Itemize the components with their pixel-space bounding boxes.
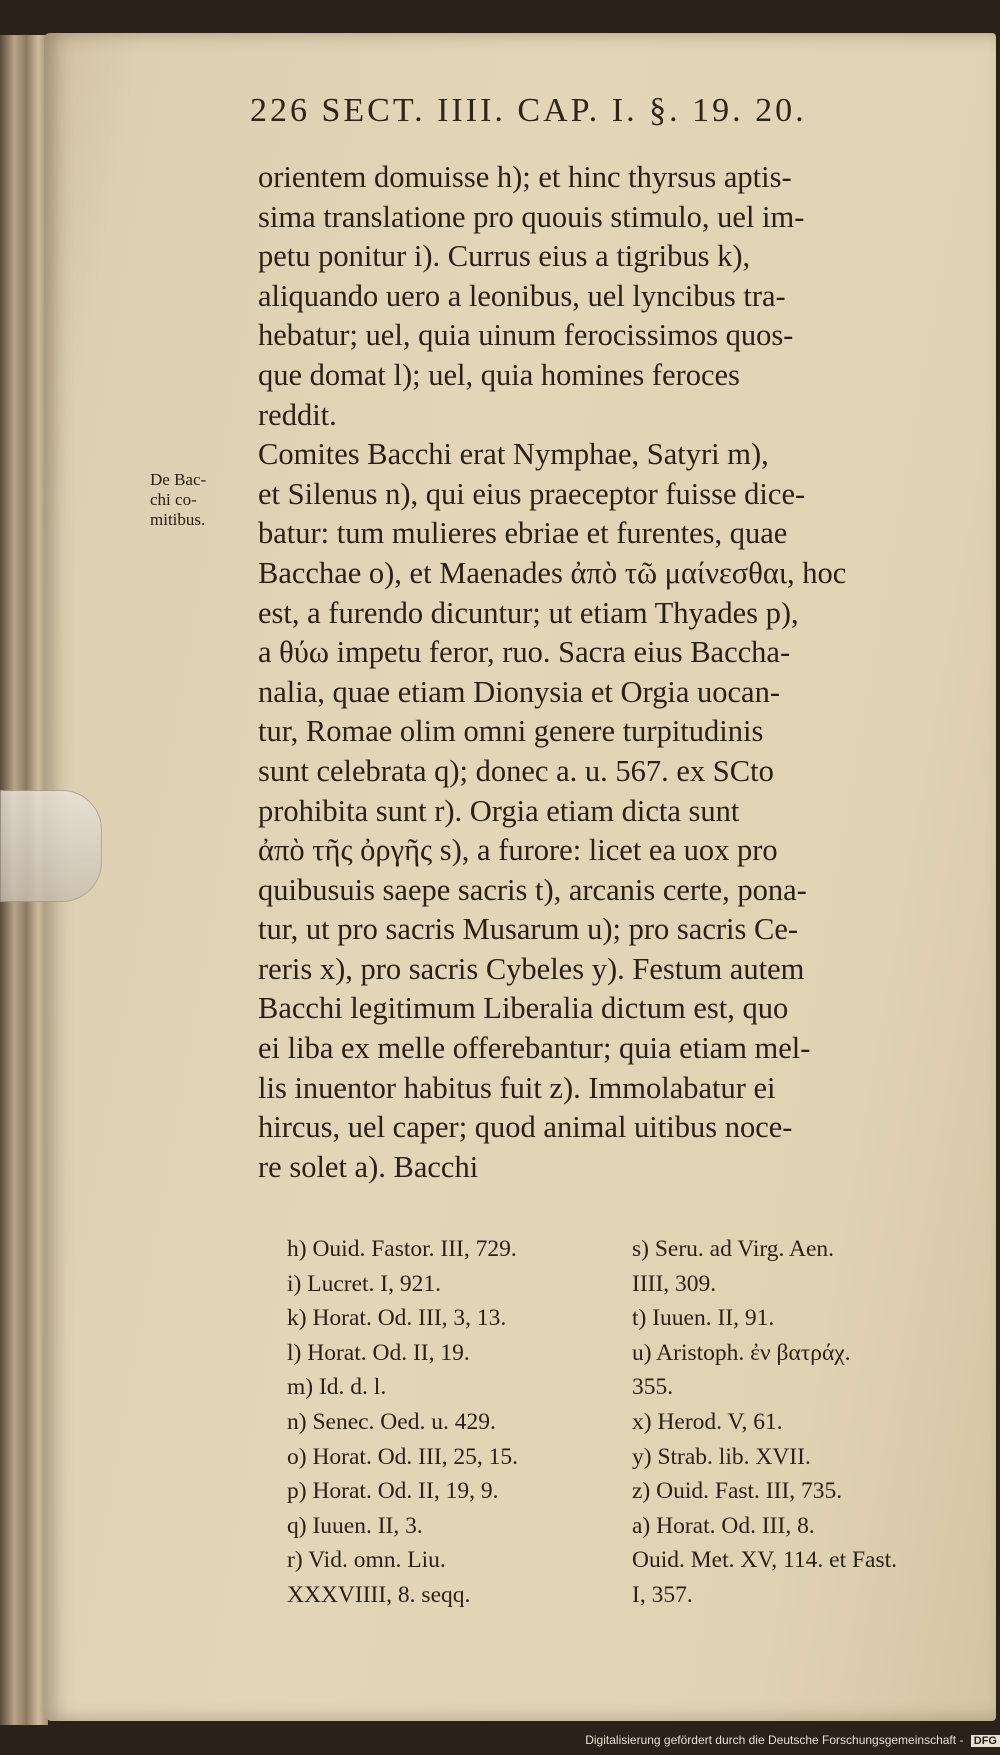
text-line: batur: tum mulieres ebriae et furentes, quae — [258, 516, 788, 551]
footnote: XXXVIIII, 8. seqq. — [287, 1581, 471, 1608]
text-line: re solet a). Bacchi — [258, 1149, 479, 1184]
text-line: lis inuentor habitus fuit z). Immolabatur ei — [258, 1070, 776, 1105]
footnote: m) Id. d. l. — [287, 1374, 387, 1401]
margin-note-line: chi co- — [150, 490, 197, 509]
text-line: Bacchae o), et Maenades ἀπὸ τῶ μαίνεσθαι, hoc — [258, 555, 847, 590]
footnote: s) Seru. ad Virg. Aen. — [632, 1236, 835, 1262]
text-line: ἀπὸ τῆς ὀργῆς s), a furore: licet ea uox pro — [258, 833, 778, 868]
digitization-credit — [560, 1733, 1000, 1747]
text-line: hircus, uel caper; quod animal uitibus noce- — [258, 1110, 793, 1145]
text-line: et Silenus n), qui eius praeceptor fuisse dice- — [258, 476, 806, 511]
dfg-logo: DFG — [971, 1735, 1000, 1747]
footnote: z) Ouid. Fast. III, 735. — [632, 1478, 843, 1505]
page-clip — [0, 790, 102, 902]
footnote: h) Ouid. Fastor. III, 729. — [287, 1236, 517, 1262]
text-line: nalia, quae etiam Dionysia et Orgia uocan- — [258, 674, 780, 709]
footnote: 355. — [632, 1374, 674, 1401]
text-line: orientem domuisse h); et hinc thyrsus aptis- — [258, 160, 792, 194]
text-line: a θύω impetu feror, ruo. Sacra eius Baccha- — [258, 635, 791, 670]
text-line: aliquando uero a leonibus, uel lyncibus tra- — [258, 278, 786, 313]
margin-note — [150, 470, 260, 530]
text-line: Comites Bacchi erat Nymphae, Satyri m), — [258, 437, 769, 472]
footnote: n) Senec. Oed. u. 429. — [287, 1408, 496, 1435]
text-line: sunt celebrata q); donec a. u. 567. ex SCto — [258, 753, 774, 788]
footnote: Ouid. Met. XV, 114. et Fast. — [632, 1547, 898, 1574]
margin-note-line: mitibus. — [150, 510, 206, 529]
footnote: o) Horat. Od. III, 25, 15. — [287, 1443, 519, 1470]
text-line: prohibita sunt r). Orgia etiam dicta sunt — [258, 793, 740, 828]
footnote: p) Horat. Od. II, 19, 9. — [287, 1478, 499, 1505]
footnote: y) Strab. lib. XVII. — [632, 1443, 811, 1470]
text-line: reddit. — [258, 397, 337, 432]
text-line: tur, ut pro sacris Musarum u); pro sacris Ce- — [258, 912, 799, 947]
text-line: petu ponitur i). Currus eius a tigribus k), — [258, 239, 751, 274]
text-line: sima translatione pro quouis stimulo, uel im- — [258, 199, 805, 234]
text-line: tur, Romae olim omni genere turpitudinis — [258, 714, 764, 749]
footnote: k) Horat. Od. III, 3, 13. — [287, 1305, 507, 1332]
footnote: i) Lucret. I, 921. — [287, 1270, 442, 1297]
text-line: Bacchi legitimum Liberalia dictum est, quo — [258, 991, 789, 1026]
footnote: l) Horat. Od. II, 19. — [287, 1339, 470, 1366]
text-line: quibusuis saepe sacris t), arcanis certe, pona- — [258, 872, 807, 907]
credit-text: Digitalisierung gefördert durch die Deutsche Forschungsgemeinschaft - — [585, 1733, 964, 1747]
text-line: que domat l); uel, quia homines feroces — [258, 357, 740, 392]
body-text — [258, 158, 958, 1187]
footnote: I, 357. — [632, 1581, 693, 1608]
text-line: est, a furendo dicuntur; ut etiam Thyades p), — [258, 595, 799, 630]
footnote: q) Iuuen. II, 3. — [287, 1512, 423, 1539]
footnote: r) Vid. omn. Liu. — [287, 1547, 446, 1574]
footnote: x) Herod. V, 61. — [632, 1408, 783, 1435]
text-line: hebatur; uel, quia uinum ferocissimos quos- — [258, 318, 794, 353]
text-line: reris x), pro sacris Cybeles y). Festum autem — [258, 951, 805, 986]
footnotes-left-column — [287, 1232, 617, 1613]
margin-note-line: De Bac- — [150, 470, 207, 489]
footnotes-right-column — [632, 1232, 972, 1613]
footnote: t) Iuuen. II, 91. — [632, 1305, 775, 1332]
footnote: a) Horat. Od. III, 8. — [632, 1512, 815, 1539]
footnote: u) Aristoph. ἐν βατράχ. — [632, 1339, 851, 1366]
running-header: 226 SECT. IIII. CAP. I. §. 19. 20. — [250, 92, 807, 129]
footnote: IIII, 309. — [632, 1270, 717, 1297]
text-line: ei liba ex melle offerebantur; quia etiam mel- — [258, 1031, 811, 1066]
